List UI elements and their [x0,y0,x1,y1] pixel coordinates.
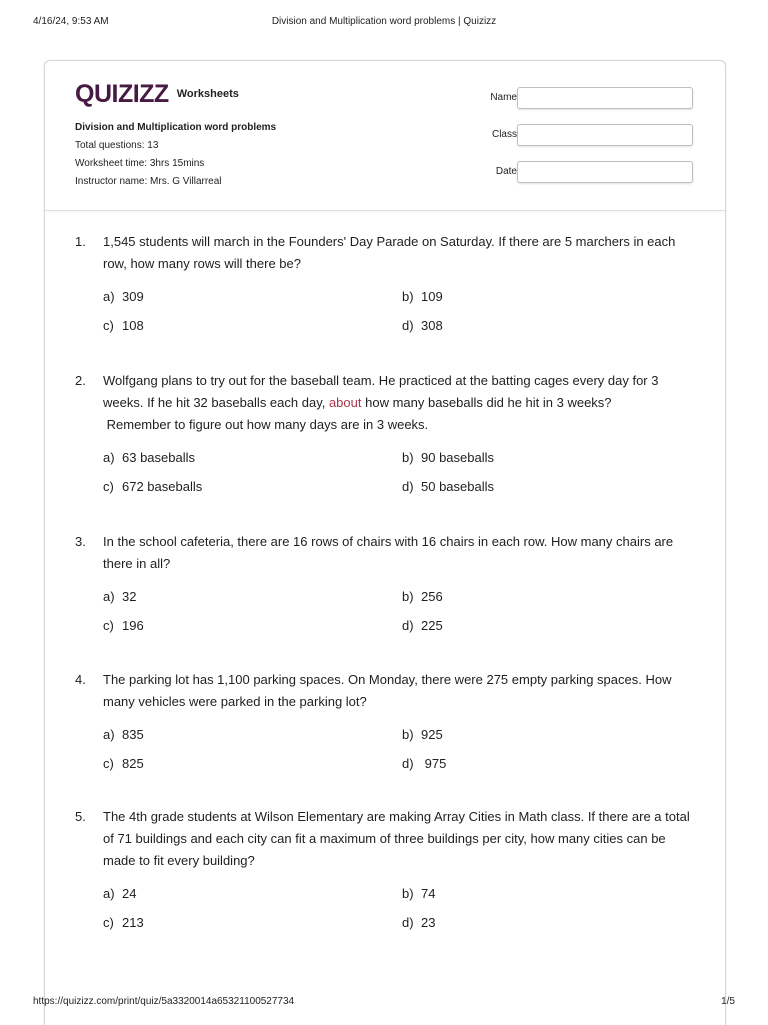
print-footer [33,996,735,1010]
question-3 [75,531,695,669]
question-text: The parking lot has 1,100 parking spaces. On Monday, there were 275 empty parking spaces. How many vehicles were parked in the parking lot? [103,672,672,709]
date-label: Date [495,166,517,177]
option-b: b) 74 [402,886,436,901]
question-text: In the school cafeteria, there are 16 rows of chairs with 16 chairs in each row. How many chairs are there in all? [103,534,674,571]
name-field-row [475,87,695,124]
option-d: d) 225 [402,618,443,633]
print-timestamp: 4/16/24, 9:53 AM [33,16,109,27]
highlighted-word: about [328,395,362,410]
option-c: c) 108 [103,318,144,333]
option-a: a) 24 [103,886,137,901]
class-field[interactable] [517,124,693,146]
worksheet-title: Division and Multiplication word problems [75,122,277,133]
option-a: a) 32 [103,589,137,604]
name-field[interactable] [517,87,693,109]
date-field[interactable] [517,161,693,183]
option-b: b) 109 [402,289,443,304]
question-5 [75,806,695,946]
option-a: a) 63 baseballs [103,450,195,465]
worksheet-card [44,60,726,1025]
option-b: b) 90 baseballs [402,450,494,465]
option-b: b) 256 [402,589,443,604]
question-text: 1,545 students will march in the Founders' Day Parade on Saturday. If there are 5 marchers in each row, how many rows will there be? [103,234,676,271]
question-text: The 4th grade students at Wilson Elementary are making Array Cities in Math class. If there are a total of 71 buildings and each city can fit a maximum of three buildings per city, how many cities can be made to fit every building? [103,809,690,868]
student-fields [475,87,695,198]
print-page-title: Division and Multiplication word problems | Quizizz [271,16,497,27]
option-c: c) 213 [103,915,144,930]
answer-options [103,450,695,508]
total-questions: Total questions: 13 [75,140,159,151]
quizizz-logo: QUIZIZZ [75,79,169,108]
option-d: d) 308 [402,318,443,333]
question-text: Wolfgang plans to try out for the baseball team. He practiced at the batting cages every day for 3 weeks. If he hit 32 baseballs each day, about how many baseballs did he hit in 3 weeks? Remember to figure out how many days are in 3 weeks. [103,373,659,432]
name-label: Name [490,92,517,103]
print-header [33,16,735,30]
question-number: 2. [75,373,86,388]
question-4 [75,669,695,806]
answer-options [103,727,695,785]
date-field-row [475,161,695,198]
question-number: 4. [75,672,86,687]
brand-subtitle: Worksheets [176,88,239,100]
question-number: 5. [75,809,86,824]
option-d: d) 23 [402,915,436,930]
answer-options [103,886,695,944]
question-list [75,231,695,946]
option-b: b) 925 [402,727,443,742]
print-url: https://quizizz.com/print/quiz/5a3320014a65321100527734 [33,996,295,1007]
instructor-name: Instructor name: Mrs. G Villarreal [75,176,222,187]
worksheet-time: Worksheet time: 3hrs 15mins [75,158,205,169]
class-field-row [475,124,695,161]
question-1 [75,231,695,370]
option-d: d) 975 [402,756,447,771]
question-2 [75,370,695,531]
answer-options [103,289,695,347]
answer-options [103,589,695,647]
class-label: Class [491,129,517,140]
option-a: a) 835 [103,727,144,742]
brand [75,81,239,107]
option-a: a) 309 [103,289,144,304]
option-c: c) 672 baseballs [103,479,203,494]
worksheet-meta [75,119,276,191]
option-d: d) 50 baseballs [402,479,494,494]
print-page-number: 1/5 [721,996,735,1007]
option-c: c) 196 [103,618,144,633]
worksheet-header [45,61,725,211]
question-number: 1. [75,234,86,249]
option-c: c) 825 [103,756,144,771]
question-number: 3. [75,534,86,549]
